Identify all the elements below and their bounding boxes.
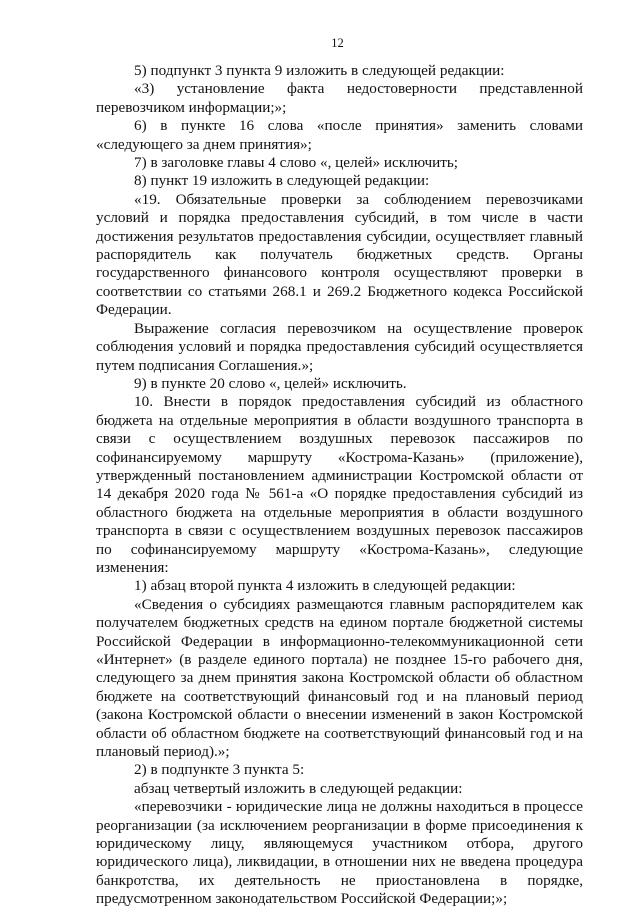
paragraph-subitem-1: 1) абзац второй пункта 4 изложить в следующей редакции: [134,577,516,595]
paragraph-quote-subsidies: «Сведения о субсидиях размещаются главным распорядителем как получателем бюджетных средств на едином портале бюджетной системы Российской Федерации в информационно-телекоммуникационной сети «Интернет» (в разделе единого портала) не позднее 15-го рабочего дня, следующего за днем принятия закона Костромской области об областном бюджете на соответствующий финансовый год и на плановый период (закона Костромской области о внесении изменений в закон Костромской области об областном бюджете на соответствующий финансовый год и на плановый период).»; [96,595,583,761]
paragraph-quote-carriers: «перевозчики - юридические лица не должны находиться в процессе реорганизации (за исключением реорганизации в форме присоединения к юридическому лицу, являющемуся участником отбора, другого юридического лица), ликвидации, в отношении них не введена процедура банкротства, их деятельность не приостановлена в порядке, предусмотренном законодательством Российской Федерации;»; [96,798,583,908]
paragraph-item-9: 9) в пункте 20 слово «, целей» исключить. [134,374,407,392]
document-page [96,36,583,909]
paragraph-item-8: 8) пункт 19 изложить в следующей редакции: [134,172,430,190]
paragraph-subitem-2: 2) в подпункте 3 пункта 5: [134,761,305,779]
paragraph-consent: Выражение согласия перевозчиком на осуществление проверок соблюдения условий и порядка предоставления субсидий осуществляется путем подписания Соглашения.»; [96,319,583,374]
paragraph-item-5: 5) подпункт 3 пункта 9 изложить в следующей редакции: [134,62,505,79]
paragraph-abzac-4: абзац четвертый изложить в следующей редакции: [134,779,463,797]
page-number: 12 [331,36,344,50]
paragraph-quote-19: «19. Обязательные проверки за соблюдением перевозчиками условий и порядка предоставления субсидий, в том числе в части достижения результатов предоставления субсидии, осуществляет главный распорядитель как получатель бюджетных средств. Органы государственного финансового контроля осуществляют проверки в соответствии со статьями 268.1 и 269.2 Бюджетного кодекса Российской Федерации. [96,190,583,319]
paragraph-quote-3: «3) установление факта недостоверности представленной перевозчиком информации;»; [96,80,583,116]
paragraph-item-10: 10. Внести в порядок предоставления субсидий из областного бюджета на отдельные мероприятия в области воздушного транспорта в связи с осуществлением воздушных перевозок пассажиров по софинансируемому маршруту «Кострома-Казань» (приложение), утвержденный постановлением администрации Костромской области от 14 декабря 2020 года № 561-а «О порядке предоставления субсидий из областного бюджета на отдельные мероприятия в области воздушного транспорта в связи с осуществлением воздушных перевозок пассажиров по софинансируемому маршруту «Кострома-Казань», следующие изменения: [96,393,583,576]
paragraph-item-6: 6) в пункте 16 слова «после принятия» заменить словами «следующего за днем принятия»; [96,117,583,153]
paragraph-item-7: 7) в заголовке главы 4 слово «, целей» исключить; [134,154,459,172]
